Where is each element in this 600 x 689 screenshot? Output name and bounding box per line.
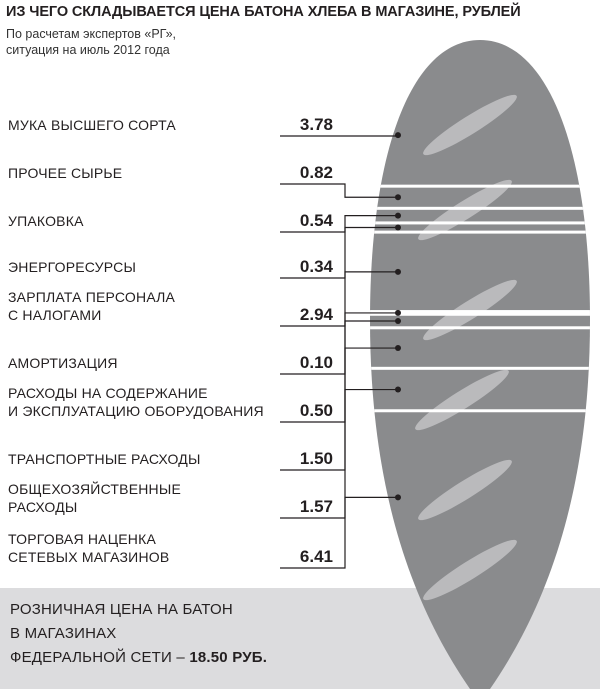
cost-item-value: 0.50 xyxy=(299,401,333,420)
segment-divider xyxy=(360,409,600,412)
cost-item-value: 0.10 xyxy=(299,353,333,372)
cost-item-label: ПРОЧЕЕ СЫРЬЕ xyxy=(8,165,123,181)
subtitle-line-1: По расчетам экспертов «РГ», xyxy=(6,27,177,41)
cost-item-label: АМОРТИЗАЦИЯ xyxy=(8,355,118,371)
segment-divider xyxy=(360,326,600,329)
cost-item-value: 0.34 xyxy=(299,257,333,276)
leader-dot xyxy=(395,194,401,200)
cost-item-value: 1.50 xyxy=(299,449,333,468)
cost-item-label: РАСХОДЫ НА СОДЕРЖАНИЕ xyxy=(8,385,208,401)
leader-dot xyxy=(395,345,401,351)
cost-item-label: С НАЛОГАМИ xyxy=(8,307,102,323)
cost-item-label: ОБЩЕХОЗЯЙСТВЕННЫЕ xyxy=(8,481,181,497)
subtitle-line-2: ситуация на июль 2012 года xyxy=(6,43,170,57)
leader-dot xyxy=(395,225,401,231)
chart-title: ИЗ ЧЕГО СКЛАДЫВАЕТСЯ ЦЕНА БАТОНА ХЛЕБА В МАГАЗИНЕ, РУБЛЕЙ xyxy=(6,4,521,20)
cost-item-label: РАСХОДЫ xyxy=(8,499,78,515)
segment-divider xyxy=(360,207,600,210)
leader-line xyxy=(280,497,398,568)
footer-line-3 xyxy=(10,646,390,670)
leader-dot xyxy=(395,318,401,324)
cost-item-label: ЭНЕРГОРЕСУРСЫ xyxy=(8,259,137,275)
cost-item-label: МУКА ВЫСШЕГО СОРТА xyxy=(8,117,176,133)
cost-item xyxy=(8,211,401,232)
retail-price-total: 18.50 РУБ. xyxy=(189,649,268,666)
footer-text xyxy=(10,598,390,670)
leader-dot xyxy=(395,387,401,393)
cost-items xyxy=(8,115,401,568)
cost-item-label: УПАКОВКА xyxy=(8,213,84,229)
cost-item-value: 0.54 xyxy=(299,211,333,230)
leader-dot xyxy=(395,494,401,500)
footer-line-3-text: ФЕДЕРАЛЬНОЙ СЕТИ – xyxy=(10,649,185,666)
leader-dot xyxy=(395,310,401,316)
cost-item-value: 1.57 xyxy=(299,497,333,516)
loaf-shape xyxy=(370,40,590,689)
segment-divider xyxy=(360,185,600,188)
cost-item-value: 6.41 xyxy=(299,547,333,566)
segment-divider xyxy=(360,367,600,370)
leader-dot xyxy=(395,213,401,219)
leader-dot xyxy=(395,132,401,138)
footer-line-1: РОЗНИЧНАЯ ЦЕНА НА БАТОН xyxy=(10,601,233,618)
leader-dot xyxy=(395,269,401,275)
cost-item-label: СЕТЕВЫХ МАГАЗИНОВ xyxy=(8,549,170,565)
footer-line-2: В МАГАЗИНАХ xyxy=(10,625,117,642)
cost-item xyxy=(8,163,401,200)
cost-item-value: 2.94 xyxy=(299,305,333,324)
cost-item xyxy=(8,115,401,138)
segment-divider xyxy=(360,221,600,224)
cost-item-label: ЗАРПЛАТА ПЕРСОНАЛА xyxy=(8,289,176,305)
cost-item-value: 0.82 xyxy=(299,163,333,182)
cost-item-label: ТРАНСПОРТНЫЕ РАСХОДЫ xyxy=(8,451,201,467)
cost-item-label: И ЭКСПЛУАТАЦИЮ ОБОРУДОВАНИЯ xyxy=(8,403,264,419)
segment-divider xyxy=(360,231,600,234)
bread-loaf xyxy=(360,40,600,689)
cost-item-value: 3.78 xyxy=(299,115,333,134)
cost-item-label: ТОРГОВАЯ НАЦЕНКА xyxy=(8,531,156,547)
